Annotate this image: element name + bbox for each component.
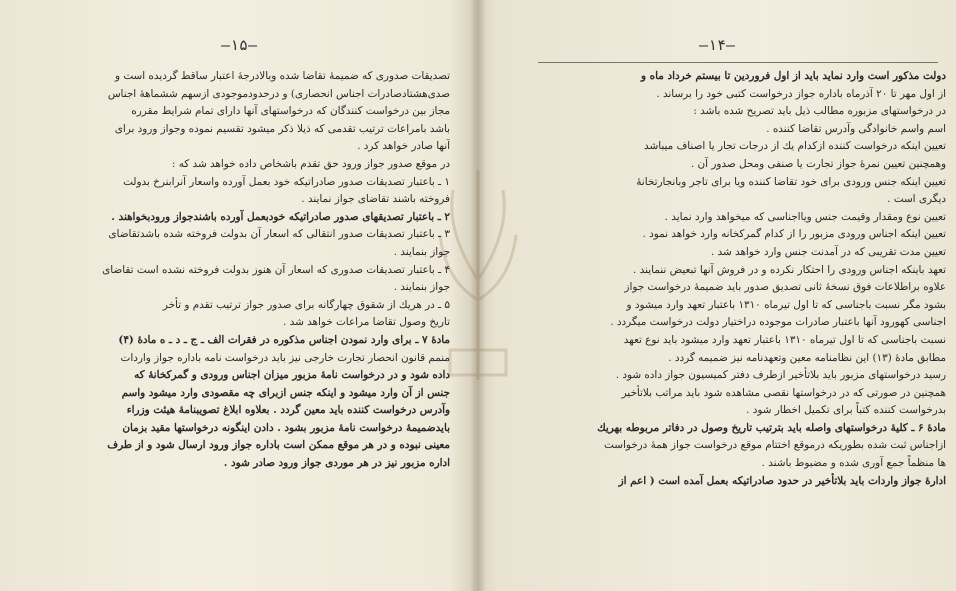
text-line: داده شود و در درخواست نامهٔ مزبور میزان اجناس ورودی و گمرکخانهٔ که [134, 369, 450, 382]
text-line: اسم واسم خانوادگی وآدرس تقاضا کننده . [766, 122, 946, 135]
text-line: جنس از آن وارد میشود و اینکه جنس ازبرای چه مقصودی وارد میشود واسم [121, 386, 450, 399]
right-page [478, 0, 956, 591]
text-line: تعیین اینکه اجناس ورودی مزبور را از کدام گمرکخانه وارد خواهد نمود . [642, 228, 946, 241]
text-line: آنها صادر خواهد کرد . [357, 140, 450, 153]
page-body [536, 68, 946, 490]
text-line: اداره مزبور نیز در هر موردی جواز ورود صادر شود . [223, 457, 450, 470]
text-line: ۳ ـ باعتبار تصدیقات صدور انتقالی که اسعار آن بدولت فروخته شده باشدتقاضای [108, 228, 450, 241]
text-line: در موقع صدور جواز ورود حق تقدم باشخاص داده خواهد شد که : [171, 157, 450, 170]
text-line: تعهد باینکه اجناس ورودی را احتکار نکرده و در فروش آنها تبعیض ننمایند . [633, 263, 946, 276]
text-line: مادهٔ ۷ ـ برای وارد نمودن اجناس مذکوره در فقرات الف ـ ج ـ د ـ ه مادهٔ (۴) [118, 333, 450, 346]
text-line: از اول مهر تا ۲۰ آذرماه باداره جواز درخواست کتبی خود را برساند . [656, 87, 946, 100]
page-number: —۱۵— [220, 36, 258, 54]
text-line: تعیین مدت تقریبی که در آمدنت جنس وارد خواهد شد . [710, 245, 946, 258]
text-line: صدی‌هشتادصادرات اجناس انحصاری) و درحدودموجودی ازسهم ششماههٔ اجناس [107, 87, 450, 100]
text-line: مادهٔ ۶ ـ کلیهٔ درخواستهای واصله باید بترتیب تاریخ وصول در دفاتر مربوطه بهریك [597, 421, 946, 434]
text-line: علاوه براطلاعات فوق نسخهٔ ثانی تصدیق صدور باید ضمیمهٔ درخواست جواز [624, 281, 946, 294]
text-line: ۱ ـ باعتبار تصدیقات صدور صادراتیکه خود بعمل آورده واسعار آنرابنرخ بدولت [123, 175, 450, 188]
text-line: منمم قانون انحصار تجارت خارجی نیز باید درخواست نامه باداره جواز واردات [120, 351, 450, 364]
text-line: مجاز بین درخواست کنندگان که درخواستهای آنها دارای تمام شرایط مقرره [131, 105, 450, 118]
text-line: در درخواستهای مزبوره مطالب ذیل باید تصریح شده باشد : [693, 105, 946, 118]
text-line: وهمچنین تعیین نمرهٔ جواز تجارت یا صنفی ومحل صدور آن . [690, 157, 946, 170]
text-line: وآدرس درخواست کننده باید معین گردد . بعلاوه ابلاغ تصویبنامهٔ هیئت وزراء [126, 404, 450, 417]
header-rule [538, 62, 938, 63]
text-line: تعیین اینکه جنس ورودی برای خود تقاضا کننده ویا برای تاجر وبانجارتخانهٔ [636, 175, 946, 188]
text-line: بدرخواست کننده کتباً برای تکمیل اخطار شود . [746, 404, 946, 417]
page-number: —۱۴— [698, 36, 736, 54]
text-line: ۴ ـ باعتبار تصدیقات صدوری که اسعار آن هنوز بدولت فروخته نشده است تقاضای [102, 263, 450, 276]
text-line: تصدیقات صدوری که ضمیمهٔ تقاضا شده وبالادرجهٔ اعتبار ساقط گردیده است و [115, 70, 450, 82]
text-line: معینی نبوده و در هر موقع ممکن است باداره جواز ورود ارسال شود و از طرف [107, 439, 450, 452]
text-line: رسید درخواستهای مزبور باید بلاتأخیر ازطرف دفتر کمیسیون جواز داده شود . [615, 369, 946, 382]
text-line: ها منظماً جمع آوری شده و مضبوط باشند . [761, 457, 946, 470]
text-line: تعیین اینکه درخواست کننده ازکدام یك از درجات تجار یا اصناف میباشد [644, 140, 946, 153]
text-line: ادارهٔ جواز واردات باید بلاتأخیر در حدود صادراتیکه بعمل آمده است ( اعم از [618, 474, 946, 487]
text-line: تاریخ وصول تقاضا مراعات خواهد شد . [283, 316, 450, 329]
text-line: مطابق مادهٔ (۱۳) این نظامنامه معین وتعهدنامه نیز ضمیمه گردد . [668, 351, 946, 364]
text-line: تعیین نوع ومقدار وقیمت جنس ویااجناسی که میخواهد وارد نماید . [664, 210, 946, 223]
text-line: فروخته باشند تقاضای جواز نمایند . [301, 193, 450, 206]
text-line: نسبت باجناسی که تا اول تیرماه ۱۳۱۰ باعتبار تعهد وارد میشود باید نوع تعهد [623, 333, 946, 346]
text-line: ۵ ـ در هریك از شقوق چهارگانه برای صدور جواز ترتیب تقدم و تأخر [162, 298, 450, 311]
text-line: دیگری است . [887, 193, 946, 206]
text-line: اجناسی کهورود آنها باعتبار صادرات موجوده دراختیار دولت درخواست میگردد . [610, 316, 946, 329]
text-line: بایدضمیمهٔ درخواست نامهٔ مزبور بشود . دادن اینگونه درخواستها مقید بزمان [122, 421, 450, 434]
text-line: باشد بامراعات ترتیب تقدمی که ذیلا ذکر میشود تقسیم نموده وجواز ورود برای [114, 122, 450, 135]
text-line: جواز بنمایند . [393, 281, 450, 294]
page-body [48, 68, 450, 473]
text-line: همچنین در صورتی که در درخواستها نقصی مشاهده شود باید مراتب بلاتأخیر [621, 386, 946, 399]
text-line: دولت مذکور است وارد نماید باید از اول فروردین تا بیستم خرداد ماه و [641, 70, 946, 82]
text-line: بشود مگر نسبت باجناسی که تا اول تیرماه ۱۳۱۰ باعتبار تعهد وارد میشود و [626, 298, 946, 311]
text-line: ۲ ـ باعتبار تصدیقهای صدور صادراتیکه خودبعمل آورده باشندجواز ورودبخواهند . [111, 210, 450, 223]
text-line: جواز بنمایند . [393, 245, 450, 258]
text-line: ازاجناس ثبت شده بطوریکه درموقع اختتام موقع درخواست جواز همهٔ درخواست [604, 439, 946, 452]
